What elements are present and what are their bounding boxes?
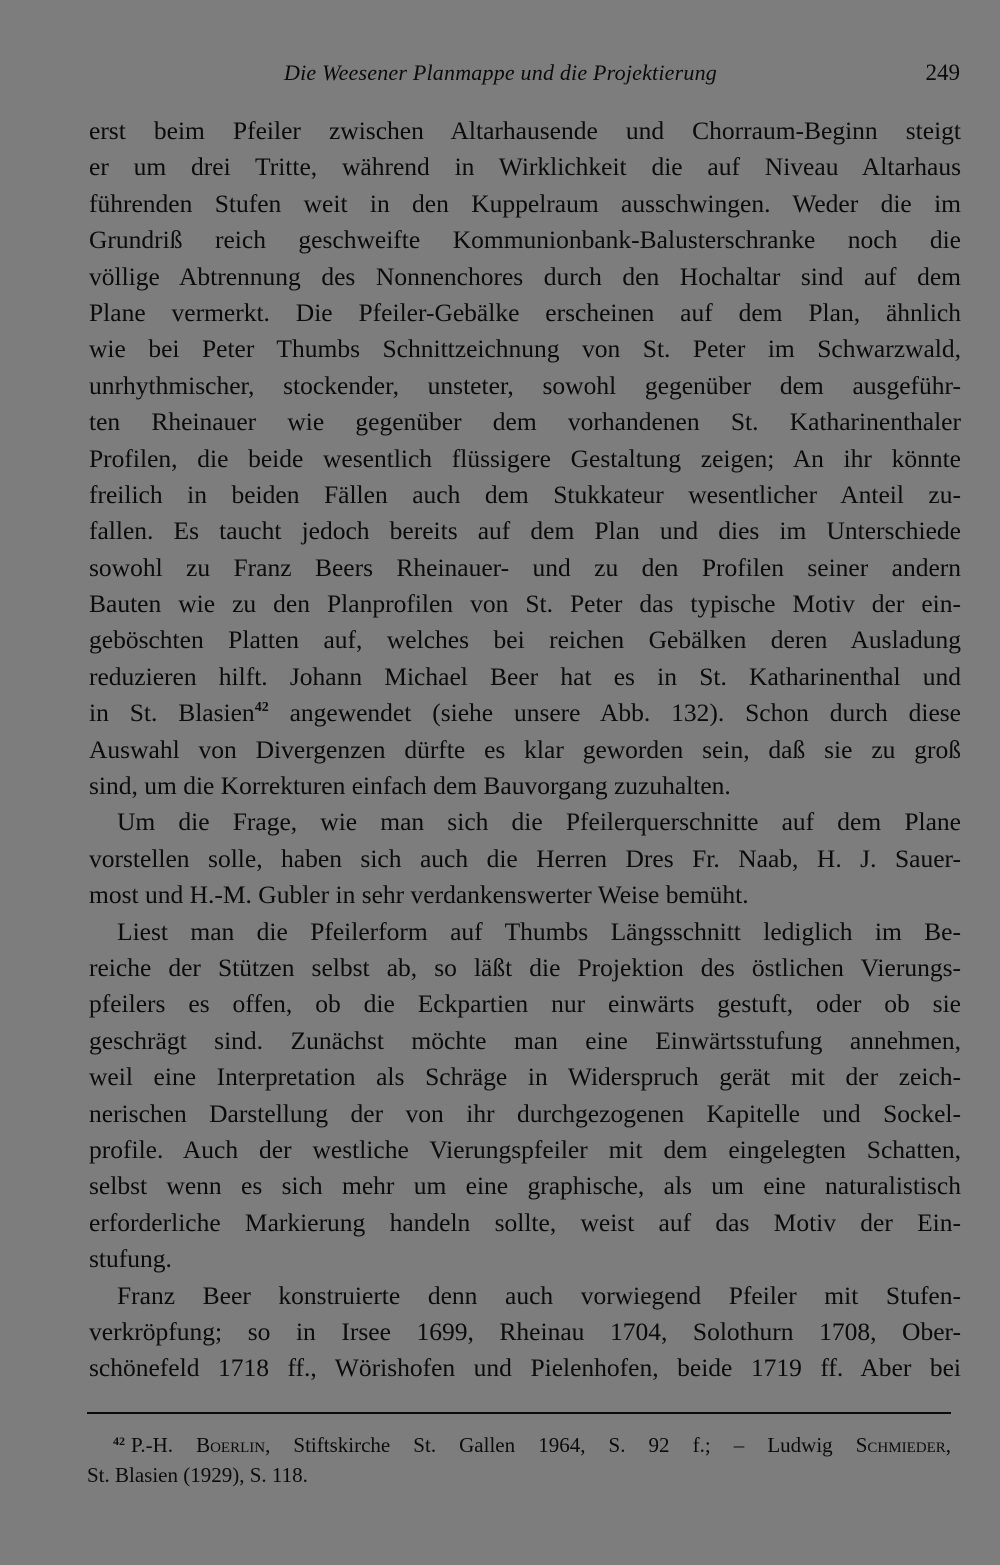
footnotes	[87, 1430, 951, 1490]
text-line: reduzieren hilft. Johann Michael Beer hat es in St. Katharinenthal und	[89, 661, 961, 691]
text-line: völlige Abtrennung des Nonnenchores durch den Hochaltar sind auf dem	[89, 261, 961, 291]
text-line: Auswahl von Divergenzen dürfte es klar geworden sein, daß sie zu groß	[89, 734, 961, 764]
text-line: stufung.	[89, 1244, 172, 1274]
text-line: sowohl zu Franz Beers Rheinauer- und zu den Profilen seiner andern	[89, 552, 961, 582]
text-line: geböschten Platten auf, welches bei reichen Gebälken deren Ausladung	[89, 625, 961, 655]
text-line-with-footnote-ref	[89, 695, 961, 731]
text-line: Grundriß reich geschweifte Kommunionbank-Balusterschranke noch die	[89, 225, 961, 255]
text-line: profile. Auch der westliche Vierungspfeiler mit dem eingelegten Schatten,	[89, 1134, 961, 1164]
page-number: 249	[925, 60, 960, 85]
text-line: Liest man die Pfeilerform auf Thumbs Längsschnitt lediglich im Be-	[117, 916, 961, 946]
text-line: freilich in beiden Fällen auch dem Stukkateur wesentlicher Anteil zu-	[89, 479, 961, 509]
text-line: fallen. Es taucht jedoch bereits auf dem Plan und dies im Unterschiede	[89, 516, 961, 546]
text-line: Bauten wie zu den Planprofilen von St. Peter das typische Motiv der ein-	[89, 589, 961, 619]
text-line: unrhythmischer, stockender, unsteter, sowohl gegenüber dem ausgeführ-	[89, 370, 961, 400]
text-line: pfeilers es offen, ob die Eckpartien nur einwärts gestuft, oder ob sie	[89, 989, 961, 1019]
footnote-text: P.-H.	[131, 1433, 174, 1457]
text-line: schönefeld 1718 ff., Wörishofen und Pielenhofen, beide 1719 ff. Aber bei	[89, 1353, 961, 1383]
footnote-mark: 42	[113, 1434, 125, 1448]
text-line: selbst wenn es sich mehr um eine graphische, als um eine naturalistisch	[89, 1171, 961, 1201]
text-line: wie bei Peter Thumbs Schnittzeichnung von St. Peter im Schwarzwald,	[89, 334, 961, 364]
text-line: most und H.-M. Gubler in sehr verdankenswerter Weise bemüht.	[89, 880, 749, 910]
running-head	[88, 60, 960, 94]
footnote-author: Boerlin	[196, 1433, 266, 1457]
text-line: Plane vermerkt. Die Pfeiler-Gebälke erscheinen auf dem Plan, ähnlich	[89, 297, 961, 327]
footnote-divider	[87, 1412, 951, 1414]
text-line: ten Rheinauer wie gegenüber dem vorhandenen St. Katharinenthaler	[89, 407, 961, 437]
text-line: weil eine Interpretation als Schräge in Widerspruch gerät mit der zeich-	[89, 1062, 961, 1092]
text-fragment: angewendet (siehe unsere Abb. 132). Schon durch diese	[289, 698, 961, 728]
footnote-line: St. Blasien (1929), S. 118.	[87, 1463, 308, 1487]
text-line: Profilen, die beide wesentlich flüssigere Gestaltung zeigen; An ihr könnte	[89, 443, 961, 473]
text-line: erforderliche Markierung handeln sollte, weist auf das Motiv der Ein-	[89, 1207, 961, 1237]
text-line: sind, um die Korrekturen einfach dem Bauvorgang zuzuhalten.	[89, 771, 731, 801]
footnote-author: Schmieder	[855, 1433, 946, 1457]
running-title: Die Weesener Planmappe und die Projektierung	[284, 60, 718, 85]
footnote-reference: 42	[254, 700, 269, 716]
text-line: nerischen Darstellung der von ihr durchgezogenen Kapitelle und Sockel-	[89, 1098, 961, 1128]
text-line: führenden Stufen weit in den Kuppelraum ausschwingen. Weder die im	[89, 188, 961, 218]
text-line: geschrägt sind. Zunächst möchte man eine Einwärtsstufung annehmen,	[89, 1025, 961, 1055]
text-line: verkröpfung; so in Irsee 1699, Rheinau 1704, Solothurn 1708, Ober-	[89, 1316, 961, 1346]
footnote-text: ,	[945, 1433, 951, 1457]
text-line: reiche der Stützen selbst ab, so läßt die Projektion des östlichen Vierungs-	[89, 952, 961, 982]
text-line: Um die Frage, wie man sich die Pfeilerquerschnitte auf dem Plane	[117, 807, 961, 837]
text-line: er um drei Tritte, während in Wirklichkeit die auf Niveau Altarhaus	[89, 152, 961, 182]
text-line: erst beim Pfeiler zwischen Altarhausende und Chorraum-Beginn steigt	[89, 116, 961, 145]
text-line: Franz Beer konstruierte denn auch vorwiegend Pfeiler mit Stufen-	[117, 1280, 961, 1310]
footnote-text: , Stiftskirche St. Gallen 1964, S. 92 f.; – Ludwig	[265, 1433, 833, 1457]
text-line: vorstellen solle, haben sich auch die Herren Dres Fr. Naab, H. J. Sauer-	[89, 843, 961, 873]
text-fragment: in St. Blasien	[89, 698, 255, 728]
footnote-line	[87, 1430, 951, 1460]
body-text	[89, 113, 961, 1387]
